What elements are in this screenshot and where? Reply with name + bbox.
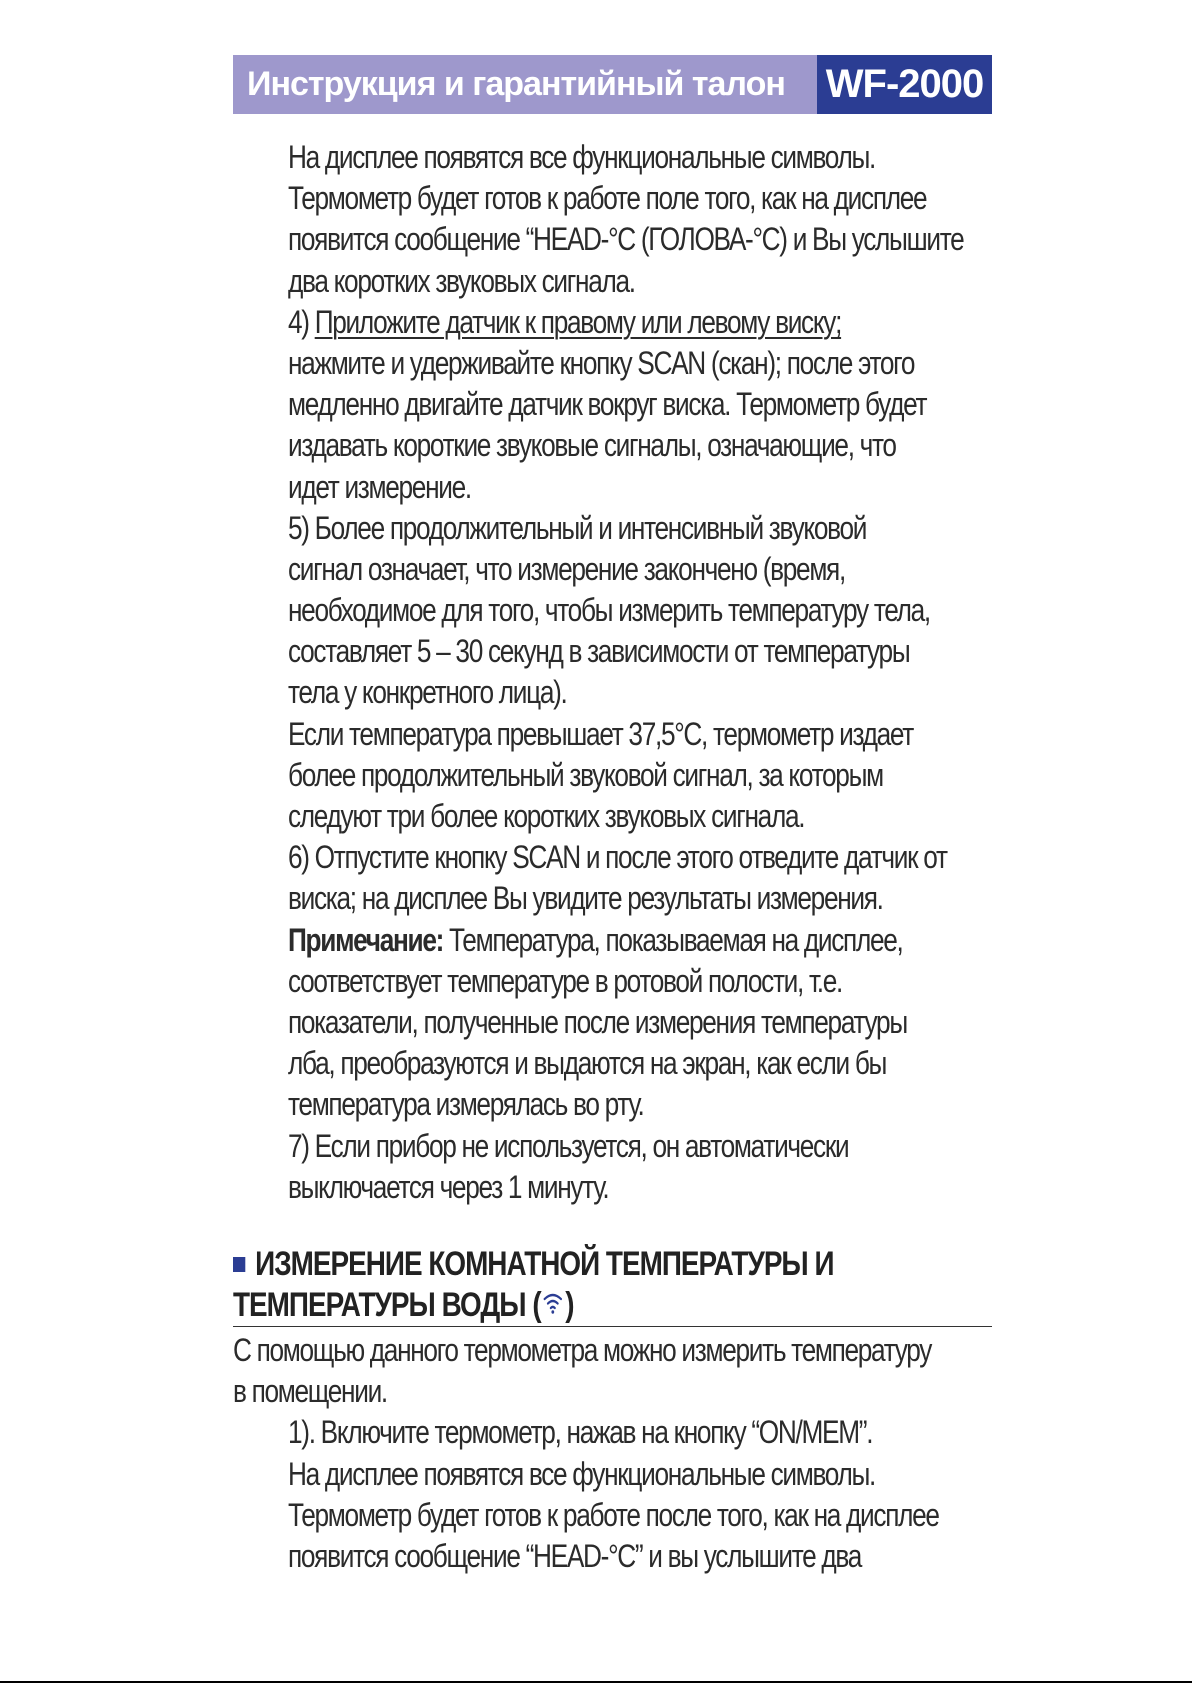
section-step-line: На дисплее появятся все функциональные символы.	[288, 1455, 876, 1492]
body-line: Термометр будет готов к работе поле того, как на дисплее	[288, 180, 927, 217]
body-line: 7) Если прибор не используется, он автоматически	[288, 1127, 849, 1164]
section-title-line-2	[233, 1285, 855, 1326]
wifi-icon	[542, 1285, 563, 1326]
section-title-2b: )	[565, 1286, 574, 1324]
instruction-body	[288, 137, 1008, 1208]
body-line: необходимое для того, чтобы измерить температуру тела,	[288, 592, 930, 629]
body-line: нажмите и удерживайте кнопку SCAN (скан); после этого	[288, 344, 915, 381]
section-step-line: появится сообщение “HEAD-°C” и вы услышите два	[288, 1537, 862, 1574]
body-line: показатели, полученные после измерения температуры	[288, 1003, 907, 1040]
body-line: более продолжительный звуковой сигнал, за которым	[288, 756, 883, 793]
body-line: идет измерение.	[288, 468, 471, 505]
section-heading	[233, 1244, 992, 1327]
body-line: виска; на дисплее Вы увидите результаты измерения.	[288, 880, 883, 917]
note-label: Примечание:	[288, 921, 444, 958]
body-line: лба, преобразуются и выдаются на экран, как если бы	[288, 1045, 887, 1082]
body-line: сигнал означает, что измерение закончено (время,	[288, 550, 845, 587]
body-line: Если температура превышает 37,5°C, термометр издает	[288, 715, 913, 752]
body-line: составляет 5 – 30 секунд в зависимости от температуры	[288, 633, 910, 670]
body-line: медленно двигайте датчик вокруг виска. Термометр будет	[288, 386, 927, 423]
note-line	[288, 920, 903, 961]
body-line: соответствует температуре в ротовой полости, т.е.	[288, 962, 843, 999]
step-4-underlined: Приложите датчик к правому или левому виску;	[314, 303, 842, 340]
section-title-1: ИЗМЕРЕНИЕ КОМНАТНОЙ ТЕМПЕРАТУРЫ И	[255, 1245, 834, 1283]
body-line: издавать короткие звуковые сигналы, означающие, что	[288, 427, 896, 464]
body-line: тела у конкретного лица).	[288, 674, 567, 711]
body-line: появится сообщение “HEAD-°C (ГОЛОВА-°C) и Вы услышите	[288, 221, 964, 258]
section-intro-line: С помощью данного термометра можно измерить температуру	[233, 1332, 932, 1368]
section-step-line: Термометр будет готов к работе после того, как на дисплее	[288, 1496, 939, 1533]
section-title-2a: ТЕМПЕРАТУРЫ ВОДЫ (	[233, 1286, 541, 1324]
section-intro-line: в помещении.	[233, 1373, 387, 1410]
body-line: На дисплее появятся все функциональные символы.	[288, 139, 876, 175]
note-text: Температура, показываемая на дисплее,	[443, 921, 903, 958]
square-bullet-icon	[233, 1257, 245, 1272]
body-line: два коротких звуковых сигнала.	[288, 262, 635, 299]
body-line: следуют три более коротких звуковых сигнала.	[288, 798, 805, 834]
step-4-number: 4)	[288, 303, 315, 340]
step-4-line	[288, 302, 878, 343]
body-line: температура измерялась во рту.	[288, 1086, 644, 1123]
body-line: выключается через 1 минуту.	[288, 1168, 609, 1205]
section-body	[233, 1330, 1013, 1577]
section-step-line: 1). Включите термометр, нажав на кнопку “ON/MEM”.	[288, 1414, 873, 1451]
section-title-line-1	[233, 1244, 855, 1285]
model-badge: WF-2000	[817, 55, 992, 114]
body-line: 6) Отпустите кнопку SCAN и после этого отведите датчик от	[288, 839, 947, 876]
body-line: 5) Более продолжительный и интенсивный звуковой	[288, 509, 867, 546]
header-title: Инструкция и гарантийный талон	[233, 55, 817, 114]
page-header	[233, 55, 992, 114]
page-bottom-border	[0, 1681, 1192, 1683]
